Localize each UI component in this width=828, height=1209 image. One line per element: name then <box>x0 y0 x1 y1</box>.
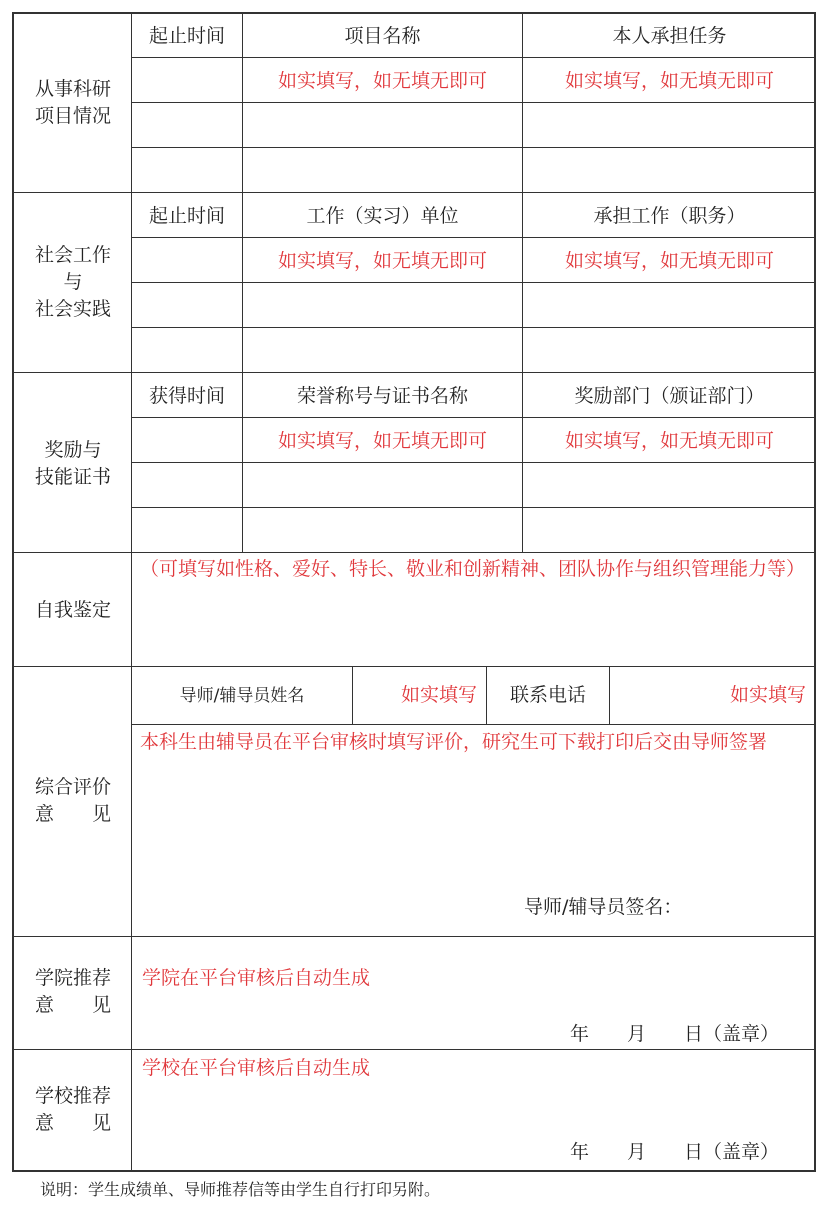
row-divider <box>132 507 816 508</box>
row-divider <box>132 102 816 103</box>
section-divider <box>14 552 816 553</box>
row-divider <box>132 147 816 148</box>
school-hint: 学校在平台审核后自动生成 <box>142 1057 371 1079</box>
overall-label: 综合评价 意 见 <box>34 776 111 825</box>
row-divider <box>132 282 816 283</box>
research-hint: 如实填写，如无填无即可 <box>564 70 774 92</box>
research-hint: 如实填写，如无填无即可 <box>277 70 487 92</box>
section-divider <box>14 1049 816 1050</box>
overall-hint: 本科生由辅导员在平台审核时填写评价，研究生可下载打印后交由导师签署 <box>140 731 768 753</box>
section-divider <box>14 666 816 667</box>
tutor-name-value: 如实填写 <box>400 684 477 706</box>
row-divider <box>132 724 816 725</box>
college-label: 学院推荐 意 见 <box>34 967 111 1016</box>
social-header-duty: 承担工作（职务） <box>593 205 746 227</box>
social-hint: 如实填写，如无填无即可 <box>564 250 774 272</box>
research-header-task: 本人承担任务 <box>612 25 727 47</box>
row-divider <box>132 57 816 58</box>
row-divider <box>132 417 816 418</box>
application-form <box>12 12 816 1172</box>
research-header-period: 起止时间 <box>148 25 225 47</box>
awards-header-issuer: 奖励部门（颁证部门） <box>574 385 765 407</box>
row-divider <box>132 237 816 238</box>
row-divider <box>132 327 816 328</box>
tutor-name-label: 导师/辅导员姓名 <box>179 686 305 706</box>
self-eval-label: 自我鉴定 <box>34 599 111 621</box>
section-divider <box>14 192 816 193</box>
phone-value: 如实填写 <box>729 684 806 706</box>
social-header-period: 起止时间 <box>148 205 225 227</box>
awards-hint: 如实填写，如无填无即可 <box>564 430 774 452</box>
research-label: 从事科研 项目情况 <box>34 78 111 127</box>
social-header-employer: 工作（实习）单位 <box>306 205 459 227</box>
self-eval-hint: （可填写如性格、爱好、特长、敬业和创新精神、团队协作与组织管理能力等） <box>140 558 806 580</box>
row-divider <box>132 462 816 463</box>
social-hint: 如实填写，如无填无即可 <box>277 250 487 272</box>
phone-label: 联系电话 <box>509 684 586 706</box>
section-divider <box>14 936 816 937</box>
social-label: 社会工作 与 社会实践 <box>34 244 111 320</box>
signature-label: 导师/辅导员签名： <box>524 896 683 918</box>
awards-header-title: 荣誉称号与证书名称 <box>296 385 468 407</box>
awards-label: 奖励与 技能证书 <box>34 439 111 488</box>
footnote: 说明：学生成绩单、导师推荐信等由学生自行打印另附。 <box>40 1180 441 1199</box>
college-hint: 学院在平台审核后自动生成 <box>142 967 371 989</box>
section-divider <box>14 372 816 373</box>
research-header-project: 项目名称 <box>344 25 421 47</box>
school-date-seal: 年 月 日（盖章） <box>570 1141 780 1163</box>
college-date-seal: 年 月 日（盖章） <box>570 1023 780 1045</box>
school-label: 学校推荐 意 见 <box>34 1085 111 1134</box>
column-divider <box>522 14 523 552</box>
awards-hint: 如实填写，如无填无即可 <box>277 430 487 452</box>
awards-header-date: 获得时间 <box>148 385 225 407</box>
column-divider <box>242 14 243 552</box>
